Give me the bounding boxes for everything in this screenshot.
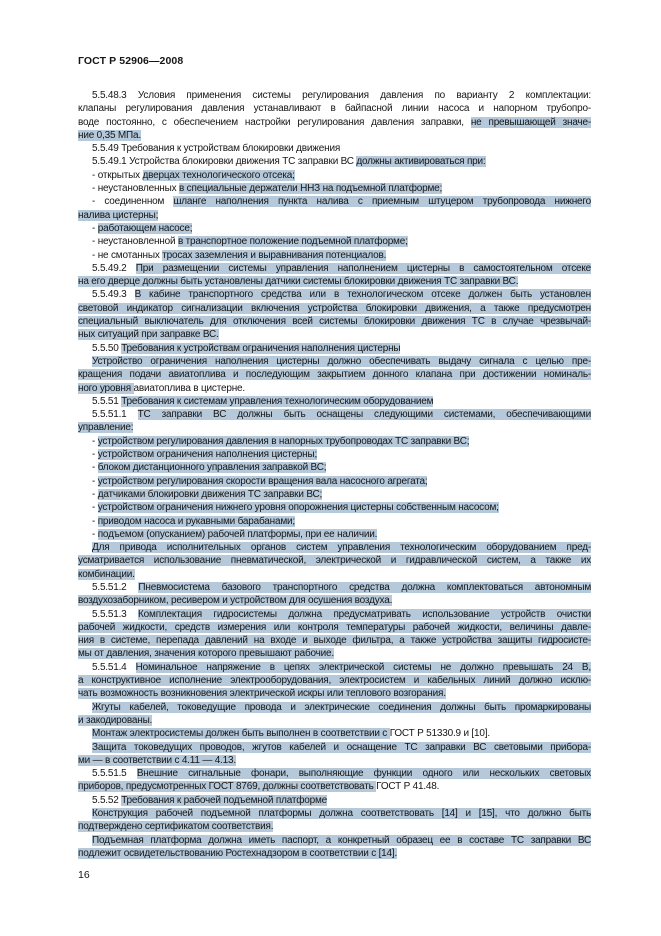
text-line [78, 448, 591, 461]
highlighted-text-segment: управление: [78, 422, 134, 434]
highlighted-text-segment: устройством ограничения нижнего уровня опорожнения цистерны собственным насосом; [97, 502, 499, 514]
text-line [78, 235, 591, 248]
highlighted-text-segment: Монтаж электросистемы должен быть выполнен в соответствии с [92, 728, 390, 740]
highlighted-text-segment: приводом насоса и рукавными барабанами; [97, 515, 295, 527]
text-segment: воде постоянно, с обеспечением настройки регулирования давления заправки, [78, 116, 471, 128]
text-segment: - [92, 435, 98, 447]
highlighted-text-segment: Для привода исполнительных органов систем управления технологическим оборудованием пред- [92, 542, 591, 554]
highlighted-text-segment: чать возможность возникновения электрической искры или теплового возгорания. [78, 688, 446, 700]
text-line [78, 621, 591, 634]
highlighted-text-segment: ми — в соответствии с 4.11 — 4.13. [78, 754, 236, 766]
document-standard-number: ГОСТ Р 52906—2008 [78, 55, 184, 67]
text-line [78, 807, 591, 820]
text-line [78, 475, 591, 488]
page-number: 16 [78, 869, 90, 881]
text-line [78, 780, 591, 793]
text-line [78, 421, 591, 434]
text-segment: - [92, 449, 98, 461]
text-line [78, 528, 591, 541]
highlighted-text-segment: Внешние сигнальные фонари, выполняющие функции одного или нескольких световых [136, 768, 591, 780]
text-segment: 5.5.49.2 [92, 262, 136, 274]
text-line [78, 741, 591, 754]
text-segment: 5.5.51.2 [92, 581, 139, 593]
text-segment: ГОСТ Р 51330.9 и [10]. [389, 728, 490, 740]
text-line [78, 262, 591, 275]
highlighted-text-segment: Требования к устройствам ограничения наполнения цистерны [121, 342, 401, 354]
highlighted-text-segment: комбинации. [78, 568, 135, 580]
text-line [78, 195, 591, 208]
highlighted-text-segment: Номинальное напряжение в цепях электрической системы не должно превышать 24 В, [135, 661, 591, 673]
text-line [78, 408, 591, 421]
highlighted-text-segment: не превышающей значе- [470, 116, 591, 128]
text-line [78, 288, 591, 301]
highlighted-text-segment: шланге наполнения пункта налива с приемным штуцером трубопровода нижнего [173, 196, 591, 208]
highlighted-text-segment: Подъемная платформа должна иметь паспорт, а конкретный образец ее в составе ТС заправки ВС [92, 834, 591, 846]
text-line [78, 754, 591, 767]
text-line [78, 461, 591, 474]
text-line [78, 661, 591, 674]
text-line [78, 727, 591, 740]
text-segment: 5.5.49 Требования к устройствам блокировки движения [92, 143, 341, 155]
text-line [78, 368, 591, 381]
text-segment: 5.5.51.4 [92, 661, 136, 673]
text-segment: - [92, 528, 98, 540]
highlighted-text-segment: ния в системе, перепада давлений на входе и выходе фильтра, а также устройства защиты гидросисте- [78, 635, 591, 647]
highlighted-text-segment: ТС заправки ВС должны быть оснащены следующими системами, обеспечивающими [137, 409, 591, 421]
text-line [78, 554, 591, 567]
highlighted-text-segment: Пневмосистема базового транспортного средства должна комплектоваться автономным [138, 581, 591, 593]
text-segment: авиатоплива в цистерне. [133, 382, 245, 394]
text-line [78, 701, 591, 714]
highlighted-text-segment: подтверждено сертификатом соответствия. [78, 821, 274, 833]
text-segment: - [92, 222, 98, 234]
text-line [78, 382, 591, 395]
highlighted-text-segment: Жгуты кабелей, токоведущие провода и электрические соединения должны быть промаркированы [92, 701, 591, 713]
highlighted-text-segment: дверцах технологического отсека; [142, 169, 295, 181]
highlighted-text-segment: а конструктивное исполнение электрооборудования, электросистем и кабельных линий должно исклю- [78, 675, 591, 687]
text-segment: 5.5.48.3 Условия применения системы регулирования давления по варианту 2 комплектации: [92, 90, 591, 101]
text-segment: - соединенном [92, 196, 174, 208]
text-segment: - [92, 515, 98, 527]
text-line [78, 674, 591, 687]
highlighted-text-segment: Устройство ограничения наполнения цистерны должно обеспечивать выдачу сигнала с целью пре- [92, 355, 591, 367]
text-line [78, 541, 591, 554]
text-line [78, 581, 591, 594]
highlighted-text-segment: устройством ограничения наполнения цистерны; [97, 449, 318, 461]
document-body [78, 89, 591, 860]
text-line [78, 834, 591, 847]
text-line [78, 488, 591, 501]
text-line [78, 515, 591, 528]
text-segment: - [92, 475, 98, 487]
highlighted-text-segment: мы от давления, значения которого превышают рабочие. [78, 648, 334, 660]
text-segment: 5.5.51.5 [92, 768, 137, 780]
text-line [78, 634, 591, 647]
text-line [78, 767, 591, 780]
text-line [78, 342, 591, 355]
text-segment: клапаны регулирования давления устанавливают в байпасной линии насоса и напорном трубопро- [78, 103, 591, 115]
highlighted-text-segment: тросах заземления и выравнивания потенциалов. [162, 249, 387, 261]
text-line [78, 102, 591, 115]
text-segment: 5.5.49.3 [92, 289, 135, 301]
text-line [78, 222, 591, 235]
text-segment: - [92, 462, 98, 474]
text-line [78, 116, 591, 129]
text-line [78, 315, 591, 328]
text-segment: 5.5.51 [92, 395, 122, 407]
text-line [78, 182, 591, 195]
highlighted-text-segment: воздухозаборником, ресивером и устройством для осушения воздуха. [78, 595, 393, 607]
highlighted-text-segment: подъемом (опусканием) рабочей платформы, при ее наличии. [97, 528, 378, 540]
highlighted-text-segment: Требования к системам управления технологическим оборудованием [121, 395, 434, 407]
text-segment: 5.5.52 [92, 794, 122, 806]
text-segment: - [92, 488, 98, 500]
highlighted-text-segment: Защита токоведущих проводов, жгутов кабелей и оснащение ТС заправки ВС световыми прибора- [92, 741, 591, 753]
text-line [78, 647, 591, 660]
text-segment: - [92, 502, 98, 514]
text-line [78, 820, 591, 833]
highlighted-text-segment: специальный выключатель для отключения всей системы блокировки движения ТС в случае чрезвычай- [78, 316, 591, 328]
text-line [78, 568, 591, 581]
highlighted-text-segment: в транспортное положение подъемной платформе; [177, 236, 408, 248]
text-line [78, 794, 591, 807]
highlighted-text-segment: ного уровня [78, 382, 134, 394]
text-line [78, 129, 591, 142]
text-segment: 5.5.50 [92, 342, 122, 354]
text-segment: 5.5.51.1 [92, 409, 138, 421]
text-line [78, 328, 591, 341]
highlighted-text-segment: налива цистерны; [78, 209, 159, 221]
text-segment: - открытых [92, 169, 143, 181]
highlighted-text-segment: При размещении системы управления наполнением цистерны в самостоятельном отсеке [135, 262, 591, 274]
text-line [78, 435, 591, 448]
text-line [78, 209, 591, 222]
highlighted-text-segment: датчиками блокировки движения ТС заправки ВС; [97, 488, 323, 500]
text-line [78, 249, 591, 262]
text-line [78, 847, 591, 860]
highlighted-text-segment: блоком дистанционного управления заправкой ВС; [97, 462, 327, 474]
highlighted-text-segment: в специальные держатели ННЗ на подъемной платформе; [178, 183, 443, 195]
text-segment: 5.5.51.3 [92, 608, 139, 620]
highlighted-text-segment: подлежит освидетельствованию Ростехнадзором в соответствии с [14]. [78, 847, 398, 859]
highlighted-text-segment: усматривается использование пневматической, электрической и гидравлической систем, а также их [78, 555, 591, 567]
highlighted-text-segment: Комплектация гидросистемы должна предусматривать использование устройств очистки [138, 608, 591, 620]
highlighted-text-segment: световой индикатор сигнализации включения устройства блокировки движения, а также предусмотрен [78, 302, 591, 314]
highlighted-text-segment: ных ситуаций при заправке ВС. [78, 329, 219, 341]
highlighted-text-segment: ние 0,35 МПа. [78, 129, 141, 141]
highlighted-text-segment: работающем насосе; [97, 222, 193, 234]
highlighted-text-segment: устройством регулирования давления в напорных трубопроводах ТС заправки ВС; [97, 435, 470, 447]
text-segment: ГОСТ Р 41.48. [376, 781, 440, 793]
highlighted-text-segment: кращения подачи авиатоплива и последующим закрытием донного клапана при достижении номиналь- [78, 369, 591, 381]
highlighted-text-segment: Конструкция рабочей подъемной платформы должна соответствовать [14] и [15], что должно быть [92, 808, 591, 820]
highlighted-text-segment: и закодированы. [78, 714, 153, 726]
highlighted-text-segment: на его дверце должны быть установлены датчики системы блокировки движения ТС заправки ВС. [78, 276, 519, 288]
highlighted-text-segment: должны активироваться при: [356, 156, 486, 168]
text-line [78, 594, 591, 607]
text-segment: - неустановленной [92, 236, 178, 248]
text-segment: - не смотанных [92, 249, 163, 261]
text-line [78, 714, 591, 727]
highlighted-text-segment: устройством регулирования скорости вращения вала насосного агрегата; [97, 475, 428, 487]
text-line [78, 89, 591, 102]
text-line [78, 142, 591, 155]
text-line [78, 355, 591, 368]
text-line [78, 687, 591, 700]
highlighted-text-segment: рабочей жидкости, средств измерения или контроля температуры рабочей жидкости, величины давле- [78, 621, 591, 633]
text-line [78, 395, 591, 408]
highlighted-text-segment: Требования к рабочей подъемной платформе [121, 794, 328, 806]
text-line [78, 501, 591, 514]
text-line [78, 155, 591, 168]
text-line [78, 608, 591, 621]
text-line [78, 275, 591, 288]
text-segment: - неустановленных [92, 183, 179, 195]
text-line [78, 169, 591, 182]
text-line [78, 302, 591, 315]
text-segment: 5.5.49.1 Устройства блокировки движения ТС заправки ВС [92, 156, 357, 168]
highlighted-text-segment: приборов, предусмотренных ГОСТ 8769, должны соответствовать [78, 781, 377, 793]
highlighted-text-segment: В кабине транспортного средства или в технологическом отсеке должен быть установлен [134, 289, 591, 301]
